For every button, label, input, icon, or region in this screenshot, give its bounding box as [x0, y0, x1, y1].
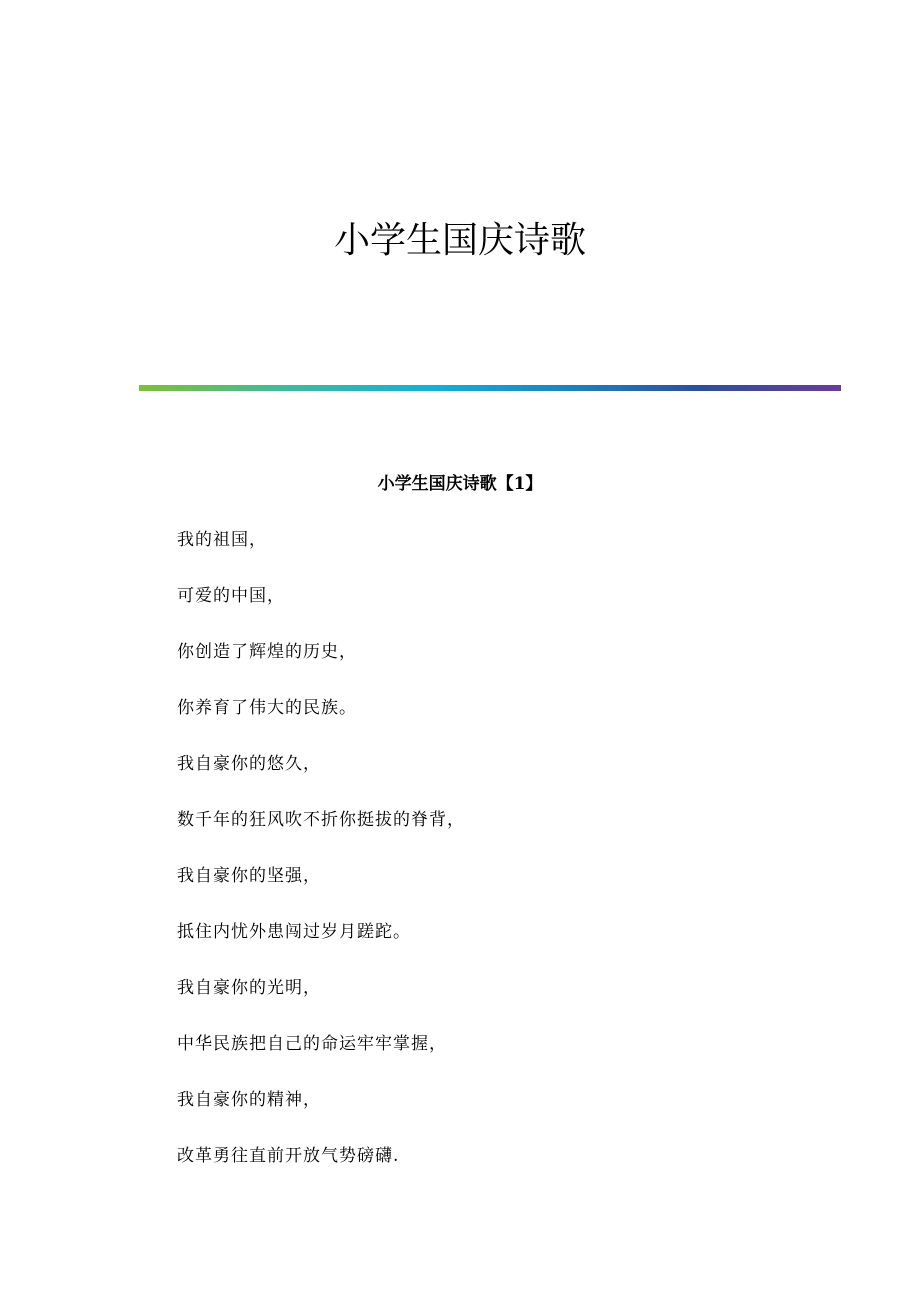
poem-line: 数千年的狂风吹不折你挺拔的脊背， — [177, 810, 465, 830]
poem-line: 你创造了辉煌的历史， — [177, 642, 357, 662]
poem-line: 我自豪你的精神， — [177, 1090, 321, 1110]
poem-line: 你养育了伟大的民族。 — [177, 698, 357, 718]
poem-line: 我的祖国， — [177, 530, 267, 550]
gradient-divider — [139, 385, 841, 391]
section-heading: 小学生国庆诗歌【1】 — [377, 474, 543, 494]
poem-line: 抵住内忧外患闯过岁月蹉跎。 — [177, 922, 411, 942]
poem-line: 中华民族把自己的命运牢牢掌握， — [177, 1034, 447, 1054]
poem-line: 可爱的中国， — [177, 586, 285, 606]
poem-line: 我自豪你的光明， — [177, 978, 321, 998]
poem-line: 改革勇往直前开放气势磅礴. — [177, 1146, 400, 1166]
poem-line: 我自豪你的悠久， — [177, 754, 321, 774]
document-title: 小学生国庆诗歌 — [333, 220, 586, 261]
poem-line: 我自豪你的坚强， — [177, 866, 321, 886]
